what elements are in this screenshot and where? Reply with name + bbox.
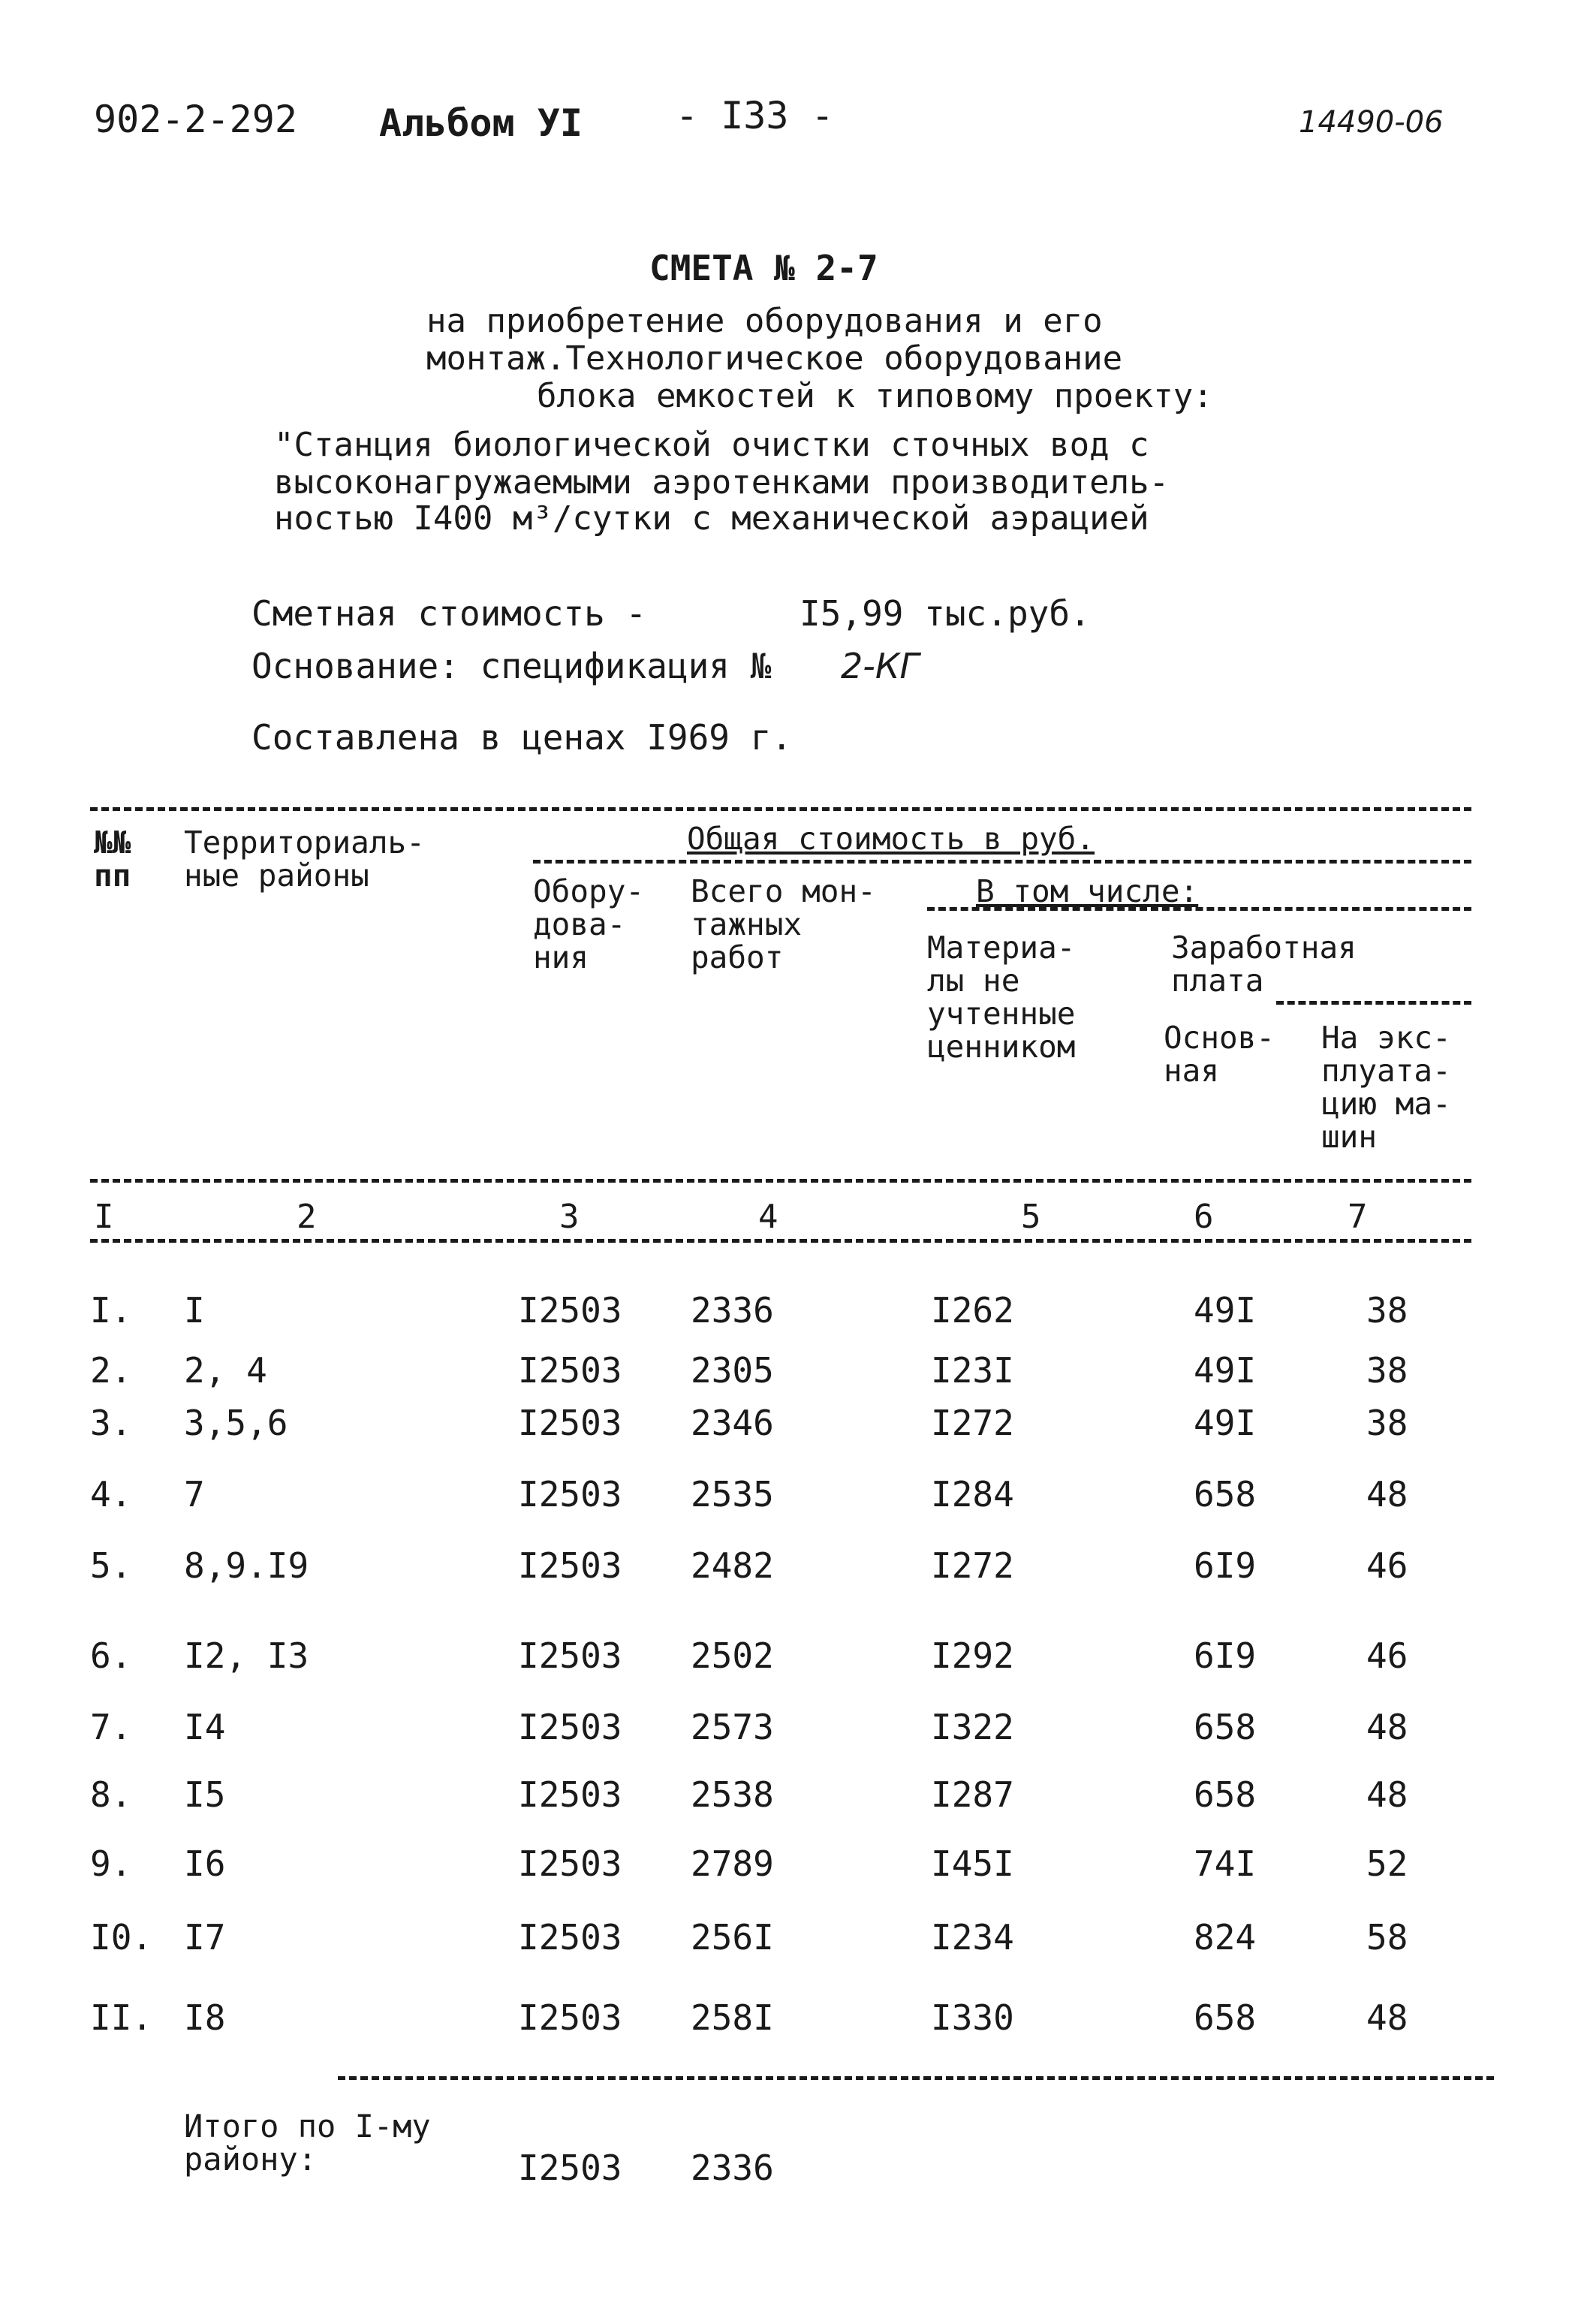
total-label: Итого по I-му району: bbox=[184, 2108, 431, 2178]
row-salary-machine: 48 bbox=[1366, 1997, 1408, 2038]
row-salary-main: 658 bbox=[1194, 1997, 1257, 2038]
column-number: 5 bbox=[1021, 1198, 1041, 1236]
header-including: В том числе: bbox=[976, 873, 1199, 909]
header-salary-machine: На экс- плуата- цию ма- шин bbox=[1321, 1020, 1451, 1155]
row-salary-main: 74I bbox=[1194, 1843, 1257, 1884]
estimated-cost-value: I5,99 тыс.руб. bbox=[800, 593, 1091, 634]
table-top-rule bbox=[90, 807, 1471, 811]
total-equipment: I2503 bbox=[518, 2148, 622, 2188]
row-installation: 2336 bbox=[691, 1290, 774, 1331]
title-line-6: ностью I400 м³/сутки с механической аэрацией bbox=[274, 499, 1149, 538]
basis-label: Основание: спецификация № bbox=[251, 646, 772, 686]
row-number: 7. bbox=[90, 1707, 132, 1747]
row-equipment: I2503 bbox=[518, 1997, 622, 2038]
row-salary-main: 658 bbox=[1194, 1707, 1257, 1747]
row-materials: I45I bbox=[931, 1843, 1014, 1884]
row-salary-main: 6I9 bbox=[1194, 1545, 1257, 1586]
column-number: I bbox=[94, 1198, 114, 1236]
row-installation: 2538 bbox=[691, 1774, 774, 1815]
row-materials: I234 bbox=[931, 1917, 1014, 1958]
row-district: 7 bbox=[184, 1474, 205, 1515]
row-number: 3. bbox=[90, 1403, 132, 1443]
row-salary-machine: 52 bbox=[1366, 1843, 1408, 1884]
row-number: I. bbox=[90, 1290, 132, 1331]
row-materials: I272 bbox=[931, 1545, 1014, 1586]
row-equipment: I2503 bbox=[518, 1707, 622, 1747]
row-district: I2, I3 bbox=[184, 1635, 309, 1676]
header-installation: Всего мон- тажных работ bbox=[691, 873, 876, 975]
total-rule bbox=[338, 2076, 1494, 2080]
row-installation: 2789 bbox=[691, 1843, 774, 1884]
row-number: 2. bbox=[90, 1350, 132, 1391]
row-equipment: I2503 bbox=[518, 1545, 622, 1586]
row-number: 8. bbox=[90, 1774, 132, 1815]
row-salary-main: 824 bbox=[1194, 1917, 1257, 1958]
header-salary-main: Основ- ная bbox=[1164, 1020, 1275, 1089]
row-salary-machine: 58 bbox=[1366, 1917, 1408, 1958]
title-line-5: высоконагружаемыми аэротенками производитель- bbox=[274, 463, 1170, 502]
row-salary-main: 6I9 bbox=[1194, 1635, 1257, 1676]
row-equipment: I2503 bbox=[518, 1635, 622, 1676]
row-equipment: I2503 bbox=[518, 1290, 622, 1331]
row-number: 9. bbox=[90, 1843, 132, 1884]
row-equipment: I2503 bbox=[518, 1350, 622, 1391]
row-salary-machine: 46 bbox=[1366, 1635, 1408, 1676]
row-salary-machine: 38 bbox=[1366, 1290, 1408, 1331]
row-equipment: I2503 bbox=[518, 1403, 622, 1443]
row-salary-main: 49I bbox=[1194, 1290, 1257, 1331]
row-district: 2, 4 bbox=[184, 1350, 267, 1391]
row-number: I0. bbox=[90, 1917, 153, 1958]
total-installation: 2336 bbox=[691, 2148, 774, 2188]
row-equipment: I2503 bbox=[518, 1917, 622, 1958]
row-installation: 256I bbox=[691, 1917, 774, 1958]
title-line-2: монтаж.Технологическое оборудование bbox=[426, 339, 1123, 378]
row-materials: I322 bbox=[931, 1707, 1014, 1747]
salary-rule bbox=[1276, 1001, 1471, 1005]
row-materials: I287 bbox=[931, 1774, 1014, 1815]
row-district: I5 bbox=[184, 1774, 226, 1815]
row-equipment: I2503 bbox=[518, 1474, 622, 1515]
column-number: 6 bbox=[1194, 1198, 1214, 1236]
row-district: I4 bbox=[184, 1707, 226, 1747]
column-number-rule bbox=[90, 1239, 1471, 1243]
row-number: II. bbox=[90, 1997, 153, 2038]
page-number: - I33 - bbox=[676, 94, 834, 137]
title-line-3: блока емкостей к типовому проекту: bbox=[537, 377, 1213, 415]
header-equipment: Обору- дова- ния bbox=[533, 873, 645, 975]
row-salary-machine: 48 bbox=[1366, 1474, 1408, 1515]
column-number: 7 bbox=[1348, 1198, 1368, 1236]
row-installation: 2535 bbox=[691, 1474, 774, 1515]
estimate-title: СМЕТА № 2-7 bbox=[649, 248, 878, 288]
row-number: 6. bbox=[90, 1635, 132, 1676]
row-number: 4. bbox=[90, 1474, 132, 1515]
title-line-1: на приобретение оборудования и его bbox=[426, 302, 1103, 340]
row-number: 5. bbox=[90, 1545, 132, 1586]
estimated-cost-label: Сметная стоимость - bbox=[251, 593, 647, 634]
archive-ref: 14490-06 bbox=[1299, 105, 1444, 140]
total-cost-rule bbox=[533, 860, 1471, 864]
row-equipment: I2503 bbox=[518, 1774, 622, 1815]
prices-note: Составлена в ценах I969 г. bbox=[251, 717, 793, 758]
row-district: 8,9.I9 bbox=[184, 1545, 309, 1586]
header-total-cost: Общая стоимость в руб. bbox=[687, 821, 1095, 857]
column-number: 3 bbox=[559, 1198, 580, 1236]
row-salary-machine: 48 bbox=[1366, 1707, 1408, 1747]
row-installation: 2305 bbox=[691, 1350, 774, 1391]
header-bottom-rule bbox=[90, 1179, 1471, 1183]
row-district: I8 bbox=[184, 1997, 226, 2038]
row-salary-main: 658 bbox=[1194, 1774, 1257, 1815]
row-materials: I330 bbox=[931, 1997, 1014, 2038]
row-district: I6 bbox=[184, 1843, 226, 1884]
column-number: 4 bbox=[758, 1198, 778, 1236]
row-district: I bbox=[184, 1290, 205, 1331]
row-installation: 2482 bbox=[691, 1545, 774, 1586]
row-equipment: I2503 bbox=[518, 1843, 622, 1884]
header-district: Территориаль- ные районы bbox=[184, 824, 425, 894]
doc-code: 902-2-292 bbox=[94, 98, 297, 141]
row-salary-main: 658 bbox=[1194, 1474, 1257, 1515]
header-num: №№ пп bbox=[94, 824, 131, 894]
row-installation: 2573 bbox=[691, 1707, 774, 1747]
header-salary: Заработная плата bbox=[1171, 930, 1357, 999]
row-installation: 258I bbox=[691, 1997, 774, 2038]
row-materials: I262 bbox=[931, 1290, 1014, 1331]
row-salary-machine: 38 bbox=[1366, 1350, 1408, 1391]
row-salary-machine: 48 bbox=[1366, 1774, 1408, 1815]
row-materials: I23I bbox=[931, 1350, 1014, 1391]
header-materials: Материа- лы не учтенные ценником bbox=[927, 930, 1076, 1065]
row-materials: I272 bbox=[931, 1403, 1014, 1443]
row-materials: I284 bbox=[931, 1474, 1014, 1515]
column-number: 2 bbox=[297, 1198, 317, 1236]
row-salary-machine: 38 bbox=[1366, 1403, 1408, 1443]
row-district: I7 bbox=[184, 1917, 226, 1958]
title-line-4: "Станция биологической очистки сточных вод с bbox=[274, 426, 1149, 464]
row-district: 3,5,6 bbox=[184, 1403, 288, 1443]
row-salary-main: 49I bbox=[1194, 1403, 1257, 1443]
row-salary-main: 49I bbox=[1194, 1350, 1257, 1391]
row-materials: I292 bbox=[931, 1635, 1014, 1676]
album-label: Альбом УI bbox=[379, 101, 583, 145]
row-salary-machine: 46 bbox=[1366, 1545, 1408, 1586]
row-installation: 2502 bbox=[691, 1635, 774, 1676]
basis-value: 2-КГ bbox=[841, 646, 920, 686]
row-installation: 2346 bbox=[691, 1403, 774, 1443]
